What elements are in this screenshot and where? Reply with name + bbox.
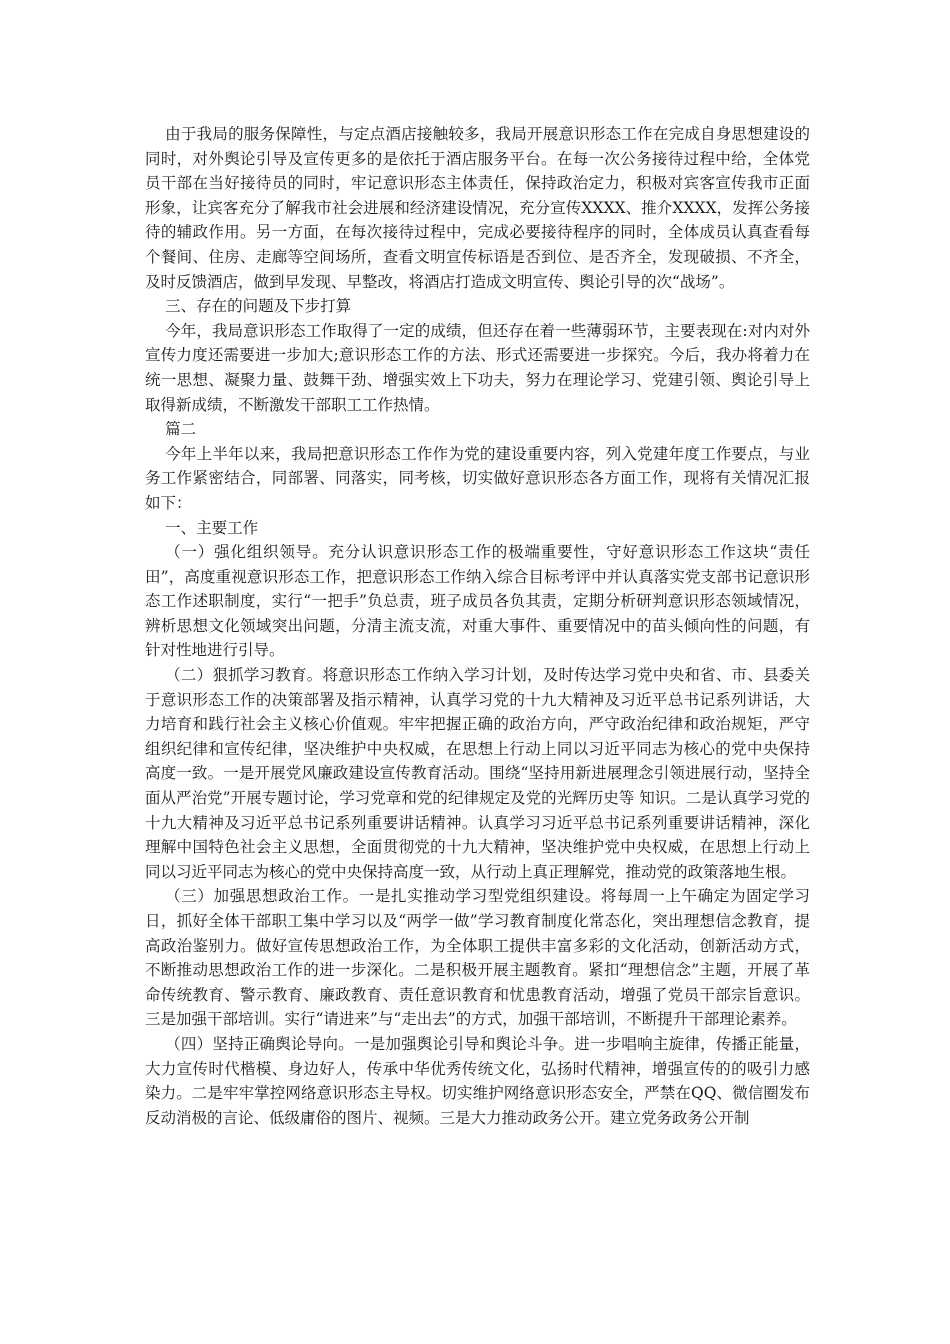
paragraph-ideological-work: （三）加强思想政治工作。一是扎实推动学习型党组织建设。将每周一上午确定为固定学习日，抓好全体干部职工集中学习以及“两学一做”学习教育制度化常态化，突出理想信念教育，提高政治鉴别力。做好宣传思想政治工作，为全体职工提供丰富多彩的文化活动，创新活动方式，不断推动思想政治工作的进一步深化。二是积极开展主题教育。紧扣“理想信念”主题，开展了革命传统教育、警示教育、廉政教育、责任意识教育和忧患教育活动，增强了党员干部宗旨意识。三是加强干部培训。实行“请进来”与“走出去”的方式，加强干部培训，不断提升干部理论素养。 [145, 887, 810, 1029]
paragraph-organization-leadership: （一）强化组织领导。充分认识意识形态工作的极端重要性，守好意识形态工作这块“责任田”，高度重视意识形态工作，把意识形态工作纳入综合目标考评中并认真落实党支部书记意识形态工作述职制度，实行“一把手”负总责，班子成员各负其责，定期分析研判意识形态领域情况，辨析思想文化领域突出问题，分清主流支流，对重大事件、重要情况中的苗头倾向性的问题，有针对性地进行引导。 [145, 543, 810, 660]
heading-problems-next-steps: 三、存在的问题及下步打算 [165, 297, 352, 316]
paragraph-part-two-intro: 今年上半年以来，我局把意识形态工作作为党的建设重要内容，列入党建年度工作要点，与业务工作紧密结合，同部署、同落实，同考核，切实做好意识形态各方面工作，现将有关情况汇报如下： [145, 444, 810, 512]
paragraph-public-opinion: （四）坚持正确舆论导向。一是加强舆论引导和舆论斗争。进一步唱响主旋律，传播正能量，大力宣传时代楷模、身边好人，传承中华优秀传统文化，弘扬时代精神，增强宣传的的吸引力感染力。二是牢牢掌控网络意识形态主导权。切实维护网络意识形态安全，严禁在QQ、微信圈发布反动消极的言论、低级庸俗的图片、视频。三是大力推动政务公开。建立党务政务公开制 [145, 1034, 810, 1127]
paragraph-hotel-publicity: 由于我局的服务保障性，与定点酒店接触较多，我局开展意识形态工作在完成自身思想建设的同时，对外舆论引导及宣传更多的是依托于酒店服务平台。在每一次公务接待过程中给，全体党员干部在当好接待员的同时，牢记意识形态主体责任，保持政治定力，积极对宾客宣传我市正面形象，让宾客充分了解我市社会进展和经济建设情况，充分宣传XXXX、推介XXXX，发挥公务接待的辅政作用。另一方面，在每次接待过程中，完成必要接待程序的同时，全体成员认真查看每个餐间、住房、走廊等空间场所，查看文明宣传标语是否到位、是否齐全，发现破损、不齐全，及时反馈酒店，做到早发现、早整改，将酒店打造成文明宣传、舆论引导的次“战场”。 [145, 125, 810, 291]
heading-main-work: 一、主要工作 [165, 518, 259, 537]
document-page [145, 122, 810, 1130]
paragraph-study-education: （二）狠抓学习教育。将意识形态工作纳入学习计划，及时传达学习党中央和省、市、县委关于意识形态工作的决策部署及指示精神，认真学习党的十九大精神及习近平总书记系列讲话，大力培育和践行社会主义核心价值观。牢牢把握正确的政治方向，严守政治纪律和政治规矩，严守组织纪律和宣传纪律，坚决维护中央权威，在思想上行动上同以习近平同志为核心的党中央保持高度一致。一是开展党风廉政建设宣传教育活动。围绕“坚持用新进展理念引领进展行动，坚持全面从严治党”开展专题讨论，学习党章和党的纪律规定及党的光辉历史等 知识。二是认真学习党的十九大精神及习近平总书记系列重要讲话精神。认真学习习近平总书记系列重要讲话精神，深化理解中国特色社会主义思想，全面贯彻党的十九大精神，坚决维护党中央权威，在思想上行动上同以习近平同志为核心的党中央保持高度一致，从行动上真正理解党，推动党的政策落地生根。 [145, 666, 810, 881]
paragraph-achievements-weaknesses: 今年，我局意识形态工作取得了一定的成绩，但还存在着一些薄弱环节，主要表现在:对内对外宣传力度还需要进一步加大;意识形态工作的方法、形式还需要进一步探究。今后，我办将着力在统一思想、凝聚力量、鼓舞干劲、增强实效上下功夫，努力在理论学习、党建引领、舆论引导上取得新成绩，不断激发干部职工工作热情。 [145, 321, 810, 414]
heading-part-two: 篇二 [165, 420, 197, 439]
